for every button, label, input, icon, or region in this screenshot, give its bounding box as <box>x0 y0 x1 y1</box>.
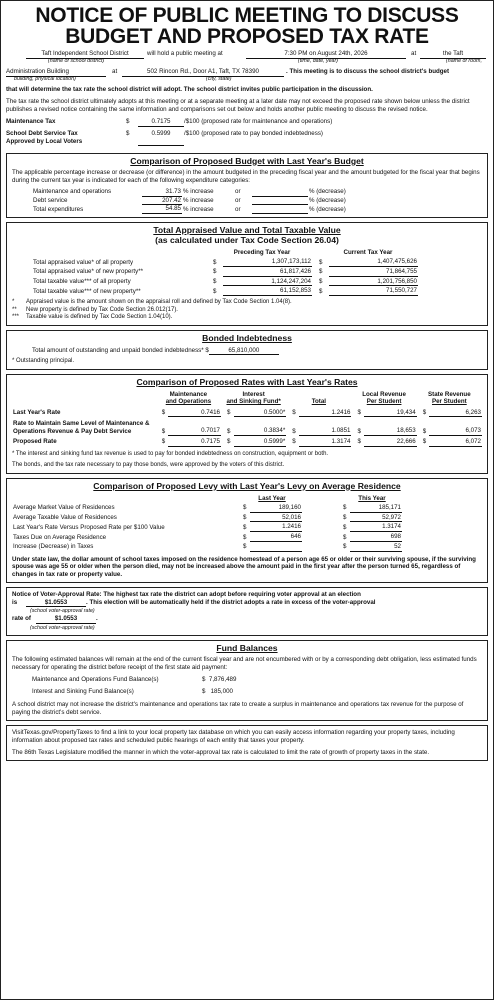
budget-row-label: Debt service <box>33 197 68 205</box>
appraised-row <box>32 266 418 276</box>
dollar-sign: $ <box>343 523 347 531</box>
dollar-sign: $ <box>357 438 361 446</box>
col-mo: Maintenance and Operations <box>165 390 212 406</box>
fund-row <box>32 688 482 696</box>
rate-local-revenue: 19,434 <box>364 406 417 417</box>
appraised-row <box>32 257 418 267</box>
levy-this-value: 1.3174 <box>350 522 402 532</box>
dollar-sign: $ <box>243 514 247 521</box>
bonded-note: * Outstanding principal. <box>12 358 75 365</box>
intro-section <box>6 50 488 146</box>
budget-row-or: or <box>235 188 241 196</box>
budget-row-decrease: % (decrease) <box>309 205 346 213</box>
col-total: Total <box>311 398 327 406</box>
debt-rate-label-2: Approved by Local Voters <box>6 137 83 145</box>
dollar-sign: $ <box>227 427 231 435</box>
appraised-col-current: Current Tax Year <box>343 248 393 256</box>
dollar-sign: $ <box>319 268 323 276</box>
budget-text: The applicable percentage increase or decrease (or difference) in the amount budgeted in the preceding fiscal year and the amount budgeted for the fiscal year that begins during the current tax year is indicated for each of the following expenditure categories: <box>12 169 480 185</box>
levy-this-value: 185,171 <box>350 502 402 512</box>
appraised-row <box>32 276 418 286</box>
dollar-sign: $ <box>343 504 347 512</box>
levy-col-last: Last Year <box>258 494 286 502</box>
maintenance-rate-label: Maintenance Tax <box>6 118 56 126</box>
budget-row-increase: % increase <box>183 188 214 196</box>
rates-row-label: Rate to Maintain Same Level of Maintenance & Operations Revenue & Pay Debt Service <box>13 419 150 435</box>
appraised-note <box>12 314 482 322</box>
debt-rate-value: 0.5999 <box>138 130 184 146</box>
rate-is: 0.5000* <box>234 406 287 417</box>
building-caption: building, physical location) <box>14 76 76 82</box>
appraised-row-label: Total taxable value*** of new property** <box>33 287 141 295</box>
meeting-address: 502 Rincon Rd., Door A1, Taft, TX 78390 <box>122 68 284 77</box>
appraised-curr-value: 1,407,475,626 <box>329 257 418 267</box>
levy-row <box>12 522 482 532</box>
rate-mo: 0.7175 <box>168 435 221 446</box>
col-is: Interest and Sinking Fund* <box>226 390 281 406</box>
title-line-1: NOTICE OF PUBLIC MEETING TO DISCUSS <box>35 4 459 27</box>
voter-approval-box: Notice of Voter-Approval Rate: The highest tax rate the district can adopt before requiring voter approval at an election is $1.0553 . This election will be automatically held if the district adopts a rate in excess of the voter-approval (school voter-approval rate) rate of $1.0553 . (school voter-approval rate) <box>6 587 488 636</box>
rates-row <box>12 406 482 417</box>
meeting-time: 7:30 PM on August 24th, 2026 <box>246 50 406 59</box>
col-state-revenue: State Revenue Per Student <box>428 390 471 406</box>
debt-rate-desc: /$100 (proposed rate to pay bonded indebtedness) <box>184 130 323 137</box>
dollar-sign: $ <box>292 427 296 435</box>
budget-row-decrease-blank <box>252 205 308 214</box>
appraised-subheading: (as calculated under Tax Code Section 26.04) <box>155 235 339 245</box>
appraised-row-label: Total appraised value* of new property** <box>33 268 144 276</box>
rate-mo: 0.7017 <box>168 417 221 436</box>
note-mark: * <box>12 299 15 306</box>
budget-table <box>32 188 347 214</box>
dollar-sign: $ <box>243 523 247 531</box>
appraised-heading: Total Appraised Value and Total Taxable Value <box>153 225 341 236</box>
dollar-sign: $ <box>357 409 361 417</box>
budget-row <box>32 205 347 214</box>
maintenance-rate-desc: /$100 (proposed rate for maintenance and operations) <box>184 118 333 126</box>
fund-note: A school district may not increase the district's maintenance and operations tax rate to create a surplus in maintenance and operations tax revenue for the purpose of paying the district's debt service. <box>12 701 464 717</box>
maintenance-rate-value: 0.7175 <box>138 118 184 127</box>
note-text: Appraised value is the amount shown on the appraisal roll and defined by Tax Code Section 1.04(8). <box>26 299 292 306</box>
dollar-sign: $ <box>161 409 166 417</box>
budget-row-value: 54.85 <box>142 205 182 214</box>
appraised-notes <box>12 299 482 322</box>
budget-row <box>32 196 347 205</box>
levy-this-value: 52,972 <box>350 512 402 522</box>
district-name: Taft Independent School District <box>26 50 144 59</box>
bonded-value: 65,810,000 <box>209 347 279 356</box>
appraised-row-label: Total taxable value*** of all property <box>33 278 131 286</box>
appraised-prev-value: 1,307,173,112 <box>223 257 312 267</box>
rates-comparison-table <box>12 391 482 447</box>
levy-last-value: 1.2416 <box>250 522 302 532</box>
rates-comparison-box <box>6 374 488 474</box>
voter-approval-rate: $1.0553 <box>26 599 86 608</box>
levy-row-label: Increase (Decrease) in Taxes <box>13 543 94 551</box>
building-name: Administration Building <box>6 68 106 77</box>
dollar-sign: $ <box>319 287 323 295</box>
dollar-sign: $ <box>319 258 323 266</box>
voter-rate-caption: (school voter-approval rate) <box>30 608 95 615</box>
dollar-sign: $ <box>343 533 347 541</box>
levy-row <box>12 502 482 512</box>
levy-last-value <box>250 541 302 551</box>
dollar-sign: $ <box>243 533 247 541</box>
budget-row-decrease-blank <box>252 188 308 196</box>
meeting-room: the Taft <box>420 50 486 59</box>
district-name-caption: (name of school district) <box>48 58 105 64</box>
levy-heading: Comparison of Proposed Levy with Last Year's Levy on Average Residence <box>93 480 401 491</box>
fund-balances-box <box>6 640 488 721</box>
dollar-sign: $ <box>227 438 231 446</box>
levy-row-label: Average Taxable Value of Residences <box>13 514 117 521</box>
budget-row <box>32 188 347 196</box>
debt-rate-label-1: School Debt Service Tax <box>6 130 78 137</box>
dollar-sign: $ <box>343 514 347 521</box>
budget-row-label: Total expenditures <box>33 205 84 213</box>
appraised-table <box>32 249 418 296</box>
rates-row <box>12 435 482 446</box>
budget-row-value: 31.73 <box>142 188 182 196</box>
voter-approval-rate-2: $1.0553 <box>36 615 96 624</box>
fund-row-value: $ 7,876,489 <box>202 675 237 683</box>
appraised-prev-value: 61,817,426 <box>223 266 312 276</box>
budget-row-or: or <box>235 205 241 213</box>
dollar-sign: $ <box>243 543 247 551</box>
appraised-curr-value: 1,201,756,850 <box>329 276 418 286</box>
budget-row-value: 207.42 <box>142 196 182 205</box>
rates-note-1: * The interest and sinking fund tax revenue is used to pay for bonded indebtedness on construction, equipment or both. <box>12 450 329 457</box>
dollar-sign: $ <box>357 427 361 435</box>
dollar-sign: $ <box>161 427 166 435</box>
maintenance-rate-row: Maintenance Tax $ 0.7175 /$100 (proposed rate for maintenance and operations) <box>6 118 333 126</box>
dollar-sign: $ <box>422 438 427 446</box>
appraised-row-label: Total appraised value* of all property <box>33 258 134 266</box>
appraised-note <box>12 299 482 307</box>
levy-row-label: Taxes Due on Average Residence <box>13 533 107 541</box>
dollar-sign: $ <box>213 287 217 295</box>
levy-row-label: Last Year's Rate Versus Proposed Rate per $100 Value <box>13 523 165 531</box>
appraised-prev-value: 1,124,247,204 <box>223 276 312 286</box>
dollar-sign: $ <box>161 438 166 446</box>
rates-row <box>12 417 482 436</box>
bonded-indebtedness-box <box>6 330 488 370</box>
intro-paragraph-2: The tax rate the school district ultimately adopts at this meeting or at a separate meeting at a later date may not exceed the proposed rate shown below unless the district publishes a revised notice containing the same information and comparisons set out below and holds another public meeting to discuss the revised notice. <box>6 97 470 113</box>
levy-row <box>12 541 482 551</box>
footer-paragraph-2: The 86th Texas Legislature modified the manner in which the voter-approval tax rate is calculated to limit the rate of growth of property taxes in the state. <box>12 749 430 757</box>
rates-row-label: Proposed Rate <box>13 438 57 446</box>
voter-text-1: Notice of Voter-Approval Rate: The highest tax rate the district can adopt before requiring voter approval at an election <box>12 590 361 598</box>
rate-total: 1.3174 <box>299 435 352 446</box>
room-caption: (name of room, <box>446 58 482 64</box>
voter-text-2: . This election will be automatically held if the district adopts a rate in excess of the voter-approval <box>86 598 376 606</box>
voter-rate-caption-2: (school voter-approval rate) <box>30 624 95 631</box>
appraised-curr-value: 71,550,727 <box>329 286 418 296</box>
levy-last-value: 189,160 <box>250 502 302 512</box>
dollar-sign: $ <box>213 258 217 266</box>
levy-row-label: Average Market Value of Residences <box>13 504 115 512</box>
rate-state-revenue: 6,073 <box>429 417 482 436</box>
rate-mo: 0.7416 <box>168 406 221 417</box>
dollar-sign: $ <box>343 543 347 551</box>
fund-row-label: Maintenance and Operations Fund Balance(s) <box>32 675 159 683</box>
dollar-sign: $ <box>422 409 427 417</box>
dollar-sign: $ <box>319 278 323 286</box>
levy-col-this: This Year <box>358 494 386 502</box>
budget-row-decrease-blank <box>252 196 308 205</box>
levy-row <box>12 512 482 522</box>
rates-row-label: Last Year's Rate <box>13 409 61 417</box>
debt-rate-row: School Debt Service Tax Approved by Local Voters $ 0.5999 /$100 (proposed rate to pay bonded indebtedness) <box>6 130 323 145</box>
appraised-row <box>32 286 418 296</box>
note-mark: ** <box>12 306 17 313</box>
appraised-note <box>12 307 482 315</box>
appraised-prev-value: 61,152,853 <box>223 286 312 296</box>
intro-at2-text: at <box>112 68 118 75</box>
intro-will-text: that will determine the tax rate the school district will adopt. The school district invites public participation in the discussion. <box>6 86 373 93</box>
levy-comparison-box <box>6 478 488 583</box>
rate-total: 1.2416 <box>299 406 352 417</box>
fund-rows <box>32 676 482 696</box>
appraised-col-preceding: Preceding Tax Year <box>233 248 291 256</box>
fund-heading: Fund Balances <box>216 642 278 653</box>
rate-total: 1.0851 <box>299 417 352 436</box>
levy-row <box>12 532 482 542</box>
rate-local-revenue: 22,666 <box>364 435 417 446</box>
dollar-sign: $ <box>213 278 217 286</box>
rate-is: 0.5999* <box>234 435 287 446</box>
intro-hold-text: will hold a public meeting at <box>147 50 223 57</box>
time-caption: (time, date, year) <box>298 58 339 64</box>
dollar-sign: $ <box>292 438 296 446</box>
budget-comparison-box <box>6 153 488 219</box>
levy-this-value: 698 <box>350 532 402 542</box>
fund-row-label: Interest and Sinking Fund Balance(s) <box>32 687 134 695</box>
fund-row-value: $ 185,000 <box>202 687 233 695</box>
levy-table <box>12 495 482 552</box>
intro-at-text: at <box>411 50 417 57</box>
rates-note-2: The bonds, and the tax rate necessary to pay those bonds, were approved by the voters of this district. <box>12 462 285 469</box>
dollar-sign: $ <box>213 268 217 276</box>
budget-row-decrease: % (decrease) <box>309 197 346 205</box>
dollar-sign: $ <box>227 409 231 417</box>
note-text: New property is defined by Tax Code Section 26.012(17). <box>26 306 178 313</box>
levy-last-value: 646 <box>250 532 302 542</box>
bonded-label: Total amount of outstanding and unpaid bonded indebtedness* $ <box>32 346 209 354</box>
note-text: Taxable value is defined by Tax Code Section 1.04(10). <box>26 314 173 321</box>
rate-is: 0.3834* <box>234 417 287 436</box>
dollar-sign: $ <box>292 409 296 417</box>
fund-text: The following estimated balances will remain at the end of the current fiscal year and are not encumbered with or by a corresponding debt obligation, less estimated funds necessary for operating the district before receipt of the first state aid payment: <box>12 656 477 672</box>
levy-note: Under state law, the dollar amount of school taxes imposed on the residence homestead of a person age 65 or older or their surviving spouse, if the surviving spouse was age 55 or older when the person died, may not be increased above the amount paid in the first year after the person turned 65, regardless of changes in tax rate or property value. <box>12 555 476 578</box>
budget-row-increase: % increase <box>183 205 214 213</box>
appraised-curr-value: 71,864,755 <box>329 266 418 276</box>
fund-row <box>32 676 482 684</box>
note-mark: *** <box>12 314 20 321</box>
levy-this-value: 52 <box>350 541 402 551</box>
footer-box <box>6 725 488 761</box>
rates-comparison-heading: Comparison of Proposed Rates with Last Year's Rates <box>136 376 358 387</box>
notice-title <box>6 5 488 47</box>
title-line-2: BUDGET AND PROPOSED TAX RATE <box>65 25 429 48</box>
budget-row-increase: % increase <box>183 197 214 205</box>
budget-row-decrease: % (decrease) <box>309 188 346 196</box>
appraised-value-box <box>6 222 488 326</box>
col-local-revenue: Local Revenue Per Student <box>362 390 406 406</box>
levy-last-value: 52,016 <box>250 512 302 522</box>
rate-state-revenue: 6,263 <box>429 406 482 417</box>
bonded-heading: Bonded Indebtedness <box>202 332 292 343</box>
footer-paragraph-1: VisitTexas.gov/PropertyTaxes to find a link to your local property tax database on which you can easily access information regarding your property taxes, including information about proposed tax rates and scheduled public hearings of each entity that taxes your property. <box>12 728 455 744</box>
budget-heading: Comparison of Proposed Budget with Last Year's Budget <box>130 155 364 166</box>
city-caption: (city, state) <box>206 76 232 82</box>
rate-state-revenue: 6,072 <box>429 435 482 446</box>
dollar-sign: $ <box>243 504 247 512</box>
budget-row-label: Maintenance and operations <box>33 188 112 196</box>
rate-local-revenue: 18,653 <box>364 417 417 436</box>
intro-meeting-text: . This meeting is to discuss the school district's budget <box>286 68 450 75</box>
budget-row-or: or <box>235 197 241 205</box>
dollar-sign: $ <box>422 427 427 435</box>
